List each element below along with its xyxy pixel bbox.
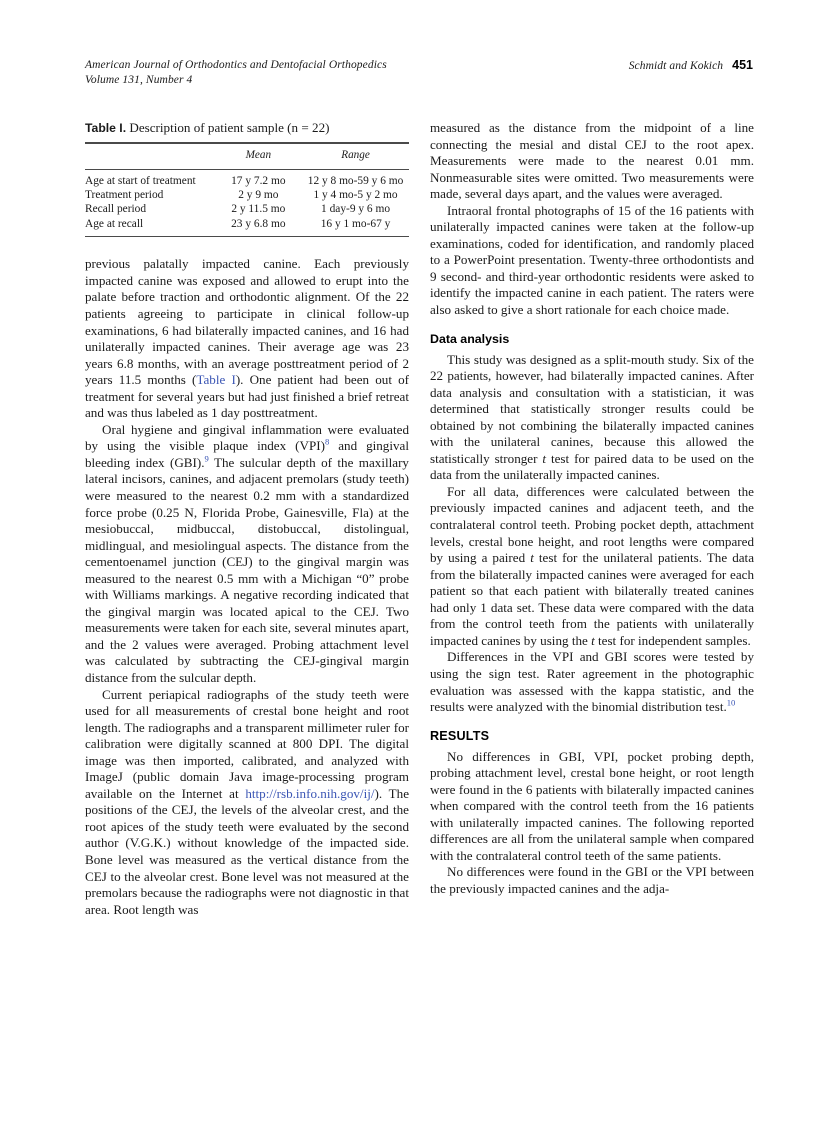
row-label: Age at start of treatment [85,174,196,187]
paragraph-text: Differences in the VPI and GBI scores were tested by using the sign test. Rater agreement in the photographic evaluation was assessed with the kappa statistic, and the results were analyzed with the binomial distribution test. [430,649,754,715]
paragraph-text: previous palatally impacted canine. Each previously impacted canine was exposed and allowed to erupt into the palate before traction and orthodontic alignment. Of the 22 patients agreeing to participate in clinical follow-up examinations, 6 had bilaterally impacted canines, and 16 had unilaterally impacted canines. Their average age was 23 years 6.8 months, with an average posttreatment period of 2 years 11.5 months ( [85,256,409,388]
paragraph-text: Oral hygiene and gingival inflammation were evaluated by using the visible plaque index (VPI) [85,421,409,454]
right-column [430,120,754,898]
column-header-mean: Mean [245,149,272,161]
running-head-right [629,58,753,72]
paragraph [430,484,754,649]
section-heading-results: RESULTS [430,728,490,743]
journal-title: American Journal of Orthodontics and Dentofacial Orthopedics [85,59,387,71]
paragraph: No differences were found in the GBI or the VPI between the previously impacted canines and the adja- [430,864,754,896]
imagej-url-link[interactable]: http://rsb.info.nih.gov/ij/ [245,785,375,801]
paragraph-text: The sulcular depth of the maxillary lateral incisors, canines, and adjacent premolars (study teeth) were measured to the nearest 0.2 mm with a standardized force probe (0.25 N, Florida Probe, Gainesville, Fla) at the mesiobuccal, midbuccal, distobuccal, distolingual, midlingual, and mesiolingual aspects. The distance from the cementoenamel junction (CEJ) to the gingival margin was measured to the nearest 0.5 mm with a Michigan “0” probe with Williams markings. A negative recording indicated that the gingival margin was located apical to the CEJ. Two measurements were taken for each site, several minutes apart, and the 2 values were averaged. Probing attachment level was calculated by subtracting the CEJ-gingival margin distance from the sulcular depth. [85,454,409,685]
paragraph-text: ). The positions of the CEJ, the levels of the alveolar crest, and the root apices of the study teeth were evaluated by the second author (V.G.K.) without knowledge of the impacted side. Bone level was measured as the vertical distance from the CEJ to the alveolar crest. Bone level was not measured at the premolars because the radiographs were not diagnostic in that area. Root length was [85,785,410,917]
reference-marker-10[interactable]: 10 [726,697,736,708]
t-statistic-italic: t [542,450,547,466]
paragraph-text: ). One patient had been out of treatment for several years but had just finished a brief retreat and was thus labeled as 1 day posttreatment. [85,372,410,421]
journal-title-block [85,58,387,87]
table-1-caption [85,120,409,136]
paragraph-text: test for paired data to be used on the data from the unilaterally impacted canines. [430,450,754,483]
reference-marker-9[interactable]: 9 [204,453,209,464]
row-range: 1 y 4 mo-5 y 2 mo [313,188,398,201]
table-row [85,189,409,203]
paragraph [85,687,409,919]
row-range: 12 y 8 mo-59 y 6 mo [307,174,404,187]
reference-marker-8[interactable]: 8 [324,436,330,447]
table-1-label: Table I. [85,121,127,135]
paragraph [430,649,754,715]
table-row [85,169,409,188]
column-header-blank [85,143,215,169]
paragraph-continued: measured as the distance from the midpoint of a line connecting the mesial and distal CEJ to the root apex. Measurements were made to the nearest 0.01 mm. Nonmeasurable sites were omitted. Two measurements were made, several days apart, and the values were averaged. [430,120,754,202]
table-1-body [85,169,409,237]
paragraph-text: For all data, differences were calculated between the previously impacted canines and adjacent teeth, and the contralateral control teeth. Probing pocket depth, attachment levels, crestal bone height, and root lengths were compared by using a paired [430,483,754,566]
row-label: Age at recall [85,217,144,230]
row-mean: 23 y 6.8 mo [231,217,286,230]
table-1-crossref-link[interactable]: Table I [196,372,236,388]
row-mean: 17 y 7.2 mo [231,174,286,187]
row-range: 16 y 1 mo-67 y [320,217,391,230]
paragraph [430,352,754,484]
paragraph-text: test for independent samples. [594,632,751,648]
left-column [85,120,409,918]
section-heading-data-analysis: Data analysis [430,331,510,346]
row-mean: 2 y 11.5 mo [231,203,286,216]
page-number: 451 [732,58,753,72]
row-label: Treatment period [85,188,164,201]
paragraph-text: test for the unilateral patients. The data from the bilaterally impacted canines were averaged for each patient so that each patient with bilaterally treated canines had only 1 data set. These data were compared with the data from the control teeth from the patients with unilaterally impacted canines by using the [430,550,755,648]
column-header-range: Range [341,149,370,161]
table-1-title: Description of patient sample (n = 22) [129,120,330,135]
table-1-block [85,120,409,237]
journal-volume-issue: Volume 131, Number 4 [85,73,193,86]
paragraph-text: and gingival bleeding index (GBI). [85,438,409,470]
paragraph-text: This study was designed as a split-mouth study. Six of the 22 patients, however, had bilaterally impacted canines. After data analysis and consultation with a statistician, it was determined that statistically stronger results could be obtained by not combining the bilaterally impacted canines with the unilateral canines, because this allowed the statistically stronger [430,351,754,466]
row-label: Recall period [85,203,147,216]
running-head-authors: Schmidt and Kokich [628,60,724,72]
table-header-row [85,143,409,169]
t-statistic-italic: t [591,632,595,648]
paragraph: No differences in GBI, VPI, pocket probing depth, probing attachment level, crestal bone height, or root length were found in the 6 patients with bilaterally impacted canines when compared with the control teeth from the 16 patients with unilaterally impacted canines. The following reported differences are all from the unilateral sample when compared with the contralateral control teeth of the same patients. [430,748,754,863]
paragraph: Intraoral frontal photographs of 15 of the 16 patients with unilaterally impacted canines were taken at the follow-up examinations, coded for identification, and randomly placed to a PowerPoint presentation. Twenty-three orthodontists and 9 second- and third-year orthodontic residents were asked to identify the impacted canine in each patient. The raters were also asked to give a short rationale for each choice made. [430,202,754,318]
paragraph [85,422,409,687]
paragraph-text: Current periapical radiographs of the study teeth were used for all measurements of crestal bone height and root length. The radiographs and a transparent millimeter ruler for calibration were digitally scanned at 800 DPI. The digital image was then imported, calibrated, and analyzed with ImageJ (public domain Java image-processing program available on the Internet at [85,686,409,801]
paragraph-continued [85,256,409,421]
table-1-head [85,143,409,169]
table-row [85,217,409,236]
table-row [85,203,409,217]
row-range: 1 day-9 y 6 mo [321,203,391,216]
running-head [85,58,753,87]
table-1 [85,142,409,237]
row-mean: 2 y 9 mo [238,188,279,201]
t-statistic-italic: t [530,550,534,566]
